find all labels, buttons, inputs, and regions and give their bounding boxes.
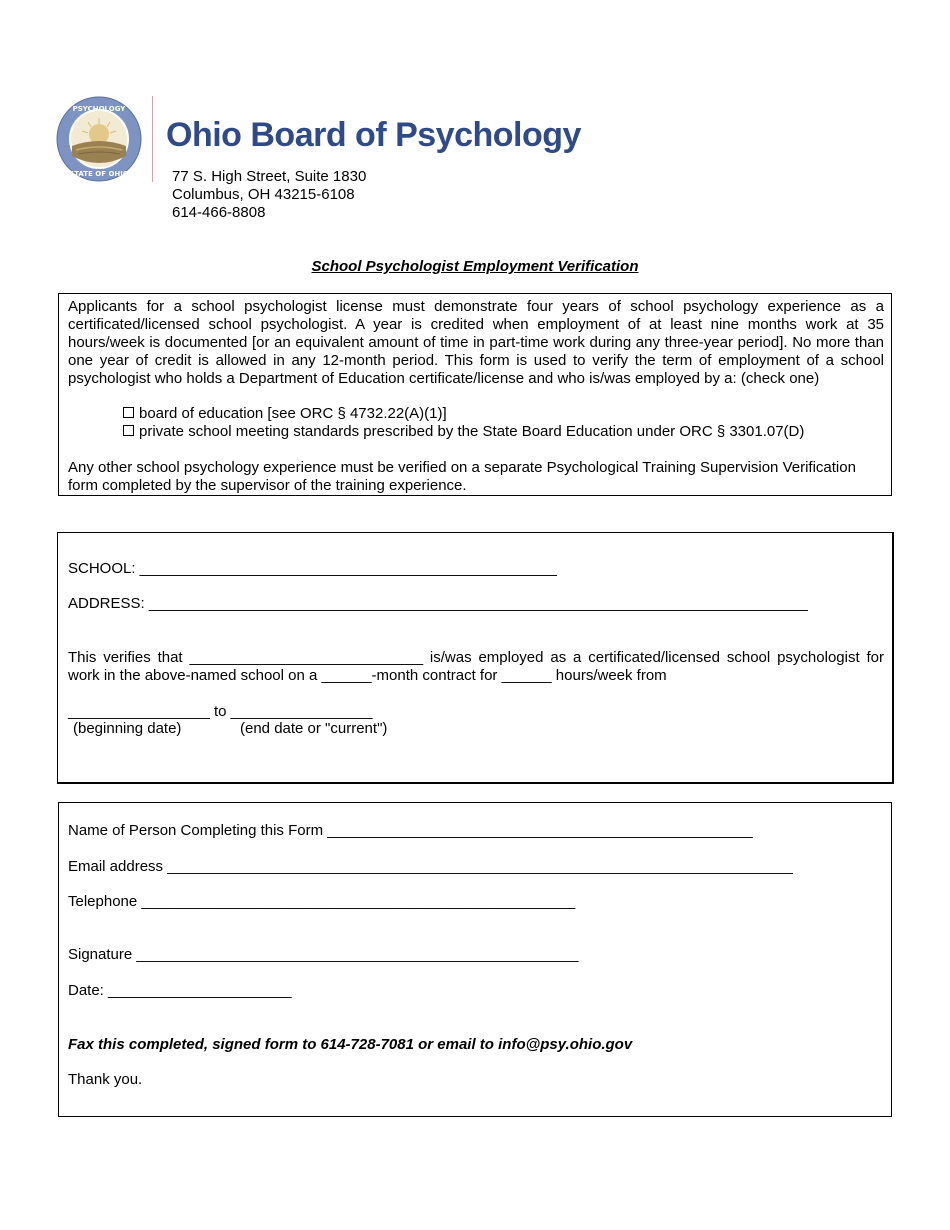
org-address [172, 168, 366, 222]
email-field[interactable]: Email address ___________________________________________________________________________ [68, 858, 793, 875]
svg-text:STATE OF OHIO: STATE OF OHIO [69, 170, 129, 178]
form-title: School Psychologist Employment Verification [311, 258, 639, 275]
address-line-1: 77 S. High Street, Suite 1830 [172, 168, 367, 185]
address-line-2: Columbus, OH 43215-6108 [172, 186, 355, 203]
checkbox-icon[interactable] [123, 425, 134, 436]
school-field[interactable]: SCHOOL: __________________________________________________ [68, 560, 557, 577]
option-label: board of education [see ORC § 4732.22(A)(1)] [139, 405, 447, 422]
svg-text:PSYCHOLOGY: PSYCHOLOGY [72, 105, 126, 113]
submission-instructions: Fax this completed, signed form to 614-728-7081 or email to info@psy.ohio.gov [68, 1036, 633, 1053]
org-phone: 614-466-8808 [172, 204, 266, 221]
employment-details-box [57, 532, 894, 784]
option-board-of-education[interactable] [123, 405, 447, 423]
org-name: Ohio Board of Psychology [166, 116, 581, 154]
address-field[interactable]: ADDRESS: _______________________________________________________________________________ [68, 595, 808, 612]
employment-dates-field[interactable]: _________________ to _________________ [68, 703, 373, 720]
telephone-field[interactable]: Telephone ____________________________________________________ [68, 893, 576, 910]
date-field[interactable]: Date: ______________________ [68, 982, 292, 999]
option-label: private school meeting standards prescribed by the State Board Education under ORC § 3301.07(D) [139, 423, 805, 440]
end-date-label: (end date or "current") [240, 720, 388, 737]
other-experience-note: Any other school psychology experience must be verified on a separate Psychological Training Supervision Verification form completed by the supervisor of the training experience. [68, 459, 856, 494]
option-private-school[interactable] [123, 423, 804, 441]
verification-statement[interactable]: This verifies that ____________________________ is/was employed as a certificated/licensed school psychologist for work in the above-named school on a ______-month contract for ______ hours/week from [68, 649, 884, 684]
completer-details-box [58, 802, 892, 1117]
thank-you-note: Thank you. [68, 1071, 143, 1088]
instructions-paragraph: Applicants for a school psychologist license must demonstrate four years of school psychology experience as a certificated/licensed school psychologist. A year is credited when employment of at least nine months work at 35 hours/week is documented [or an equivalent amount of time in part-time work during any three-year period]. No more than one year of credit is allowed in any 12-month period. This form is used to verify the term of employment of a school psychologist who holds a Department of Education certificate/license and who is/was employed by a: (check one) [68, 298, 884, 387]
signature-field[interactable]: Signature _____________________________________________________ [68, 946, 579, 963]
beginning-date-label: (beginning date) [73, 720, 182, 737]
checkbox-icon[interactable] [123, 407, 134, 418]
board-seal-logo [56, 96, 142, 182]
completer-name-field[interactable]: Name of Person Completing this Form ___________________________________________________ [68, 822, 753, 839]
header-divider [152, 96, 153, 182]
instructions-box [58, 293, 892, 496]
